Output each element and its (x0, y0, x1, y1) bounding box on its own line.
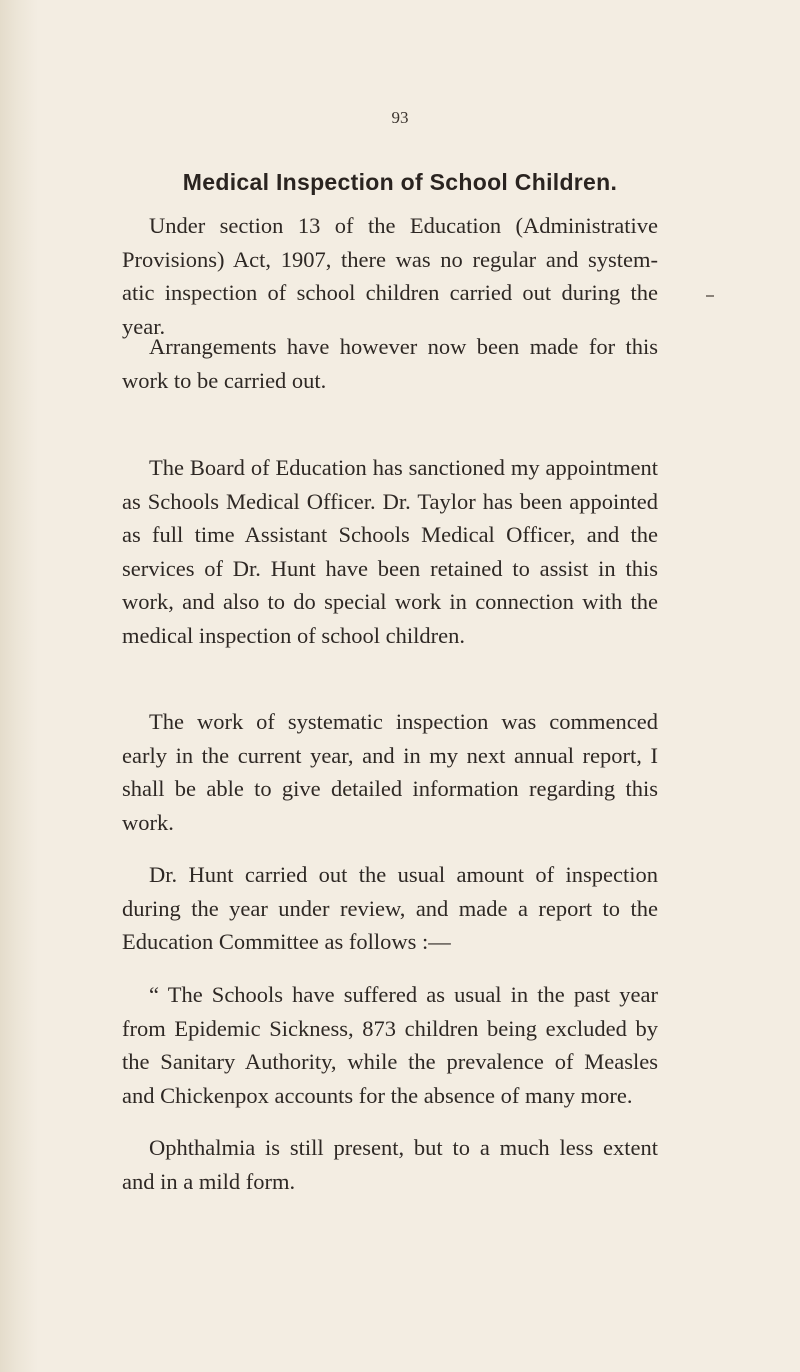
paragraph-1: Under section 13 of the Education (Administrative Provisions) Act, 1907, there was no regular and system-atic inspection of school children carried out during the year. (122, 213, 658, 339)
paragraph-6: “ The Schools have suffered as usual in the past year from Epidemic Sickness, 873 children being excluded by the Sanitary Authority, while the prevalence of Measles and Chickenpox accounts for the absence of many more. (122, 982, 658, 1108)
page-number: 93 (391, 108, 409, 127)
margin-mark (706, 295, 714, 297)
page-edge-shadow (0, 0, 38, 1372)
paragraph-2: Arrangements have however now been made for this work to be carried out. (122, 334, 658, 393)
paragraph-7: Ophthalmia is still present, but to a much less extent and in a mild form. (122, 1135, 658, 1194)
paragraph-5: Dr. Hunt carried out the usual amount of inspection during the year under review, and made a report to the Education Committee as follows :— (122, 862, 658, 954)
paragraph-4: The work of systematic inspection was commenced early in the current year, and in my next annual report, I shall be able to give detailed information regarding this work. (122, 709, 658, 835)
paragraph-3: The Board of Education has sanctioned my appointment as Schools Medical Officer. Dr. Taylor has been appointed as full time Assistant Schools Medical Officer, and the services of Dr. Hunt have been retained to assist in this work, and also to do special work in connection with the medical inspection of school children. (122, 455, 658, 648)
section-heading: Medical Inspection of School Children. (182, 169, 618, 195)
